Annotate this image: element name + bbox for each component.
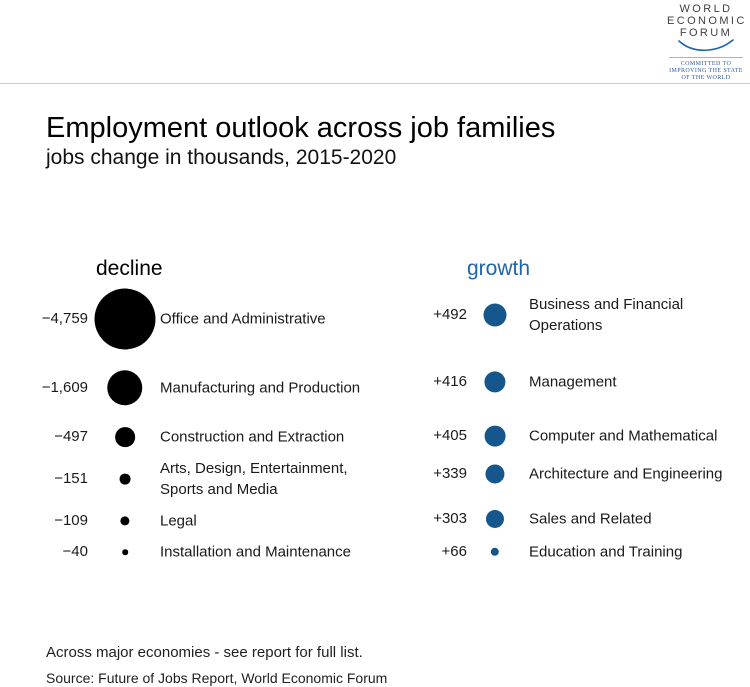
logo-tagline-line3: OF THE WORLD bbox=[681, 74, 731, 81]
logo-tagline-line1: COMMITTED TO bbox=[680, 61, 732, 67]
decline-row-bubble bbox=[115, 427, 135, 447]
growth-row-value: +303 bbox=[433, 510, 467, 527]
decline-row-bubble bbox=[122, 549, 128, 555]
growth-row-value: +66 bbox=[441, 543, 467, 560]
decline-row-bubble bbox=[120, 516, 129, 525]
growth-row-bubble bbox=[484, 304, 507, 327]
growth-row-bubble bbox=[484, 371, 505, 392]
decline-row-value: −151 bbox=[54, 470, 88, 487]
source-line: Source: Future of Jobs Report, World Economic Forum bbox=[46, 670, 388, 686]
growth-row-label: Business and Financial Operations bbox=[529, 296, 684, 334]
decline-row-value: −497 bbox=[54, 428, 88, 445]
decline-row-value: −109 bbox=[54, 512, 88, 529]
page-subtitle: jobs change in thousands, 2015-2020 bbox=[46, 146, 397, 169]
decline-row-label: Installation and Maintenance bbox=[160, 543, 351, 561]
decline-row-bubble bbox=[120, 474, 131, 485]
decline-row-value: −4,759 bbox=[41, 310, 88, 327]
decline-row-label: Manufacturing and Production bbox=[160, 379, 361, 397]
decline-row-label: Office and Administrative bbox=[160, 310, 326, 328]
growth-row-bubble bbox=[491, 548, 499, 556]
logo-word-forum: FORUM bbox=[679, 27, 733, 39]
growth-row-value: +405 bbox=[433, 427, 467, 444]
growth-row-value: +492 bbox=[433, 306, 467, 323]
growth-row-bubble bbox=[485, 426, 506, 447]
decline-row-label: Legal bbox=[160, 512, 197, 530]
logo-tagline-line2: IMPROVING THE STATE bbox=[669, 67, 743, 74]
growth-row-bubble bbox=[486, 510, 504, 528]
column-header-growth: growth bbox=[467, 257, 531, 280]
decline-row-value: −40 bbox=[62, 543, 88, 560]
growth-row-label: Education and Training bbox=[529, 543, 683, 561]
footnote: Across major economies - see report for full list. bbox=[46, 644, 363, 661]
growth-row-label: Architecture and Engineering bbox=[529, 465, 723, 483]
growth-row-value: +339 bbox=[433, 465, 467, 482]
column-header-decline: decline bbox=[96, 257, 163, 280]
page-title: Employment outlook across job families bbox=[46, 112, 556, 144]
logo-word-economic: ECONOMIC bbox=[667, 15, 747, 27]
growth-row-label: Management bbox=[529, 373, 617, 391]
logo-word-world: WORLD bbox=[679, 3, 733, 15]
decline-row-value: −1,609 bbox=[41, 379, 88, 396]
decline-row-bubble bbox=[107, 370, 142, 405]
decline-row-bubble bbox=[95, 289, 156, 350]
decline-row-label: Construction and Extraction bbox=[160, 428, 345, 446]
growth-row-label: Computer and Mathematical bbox=[529, 427, 718, 445]
growth-row-value: +416 bbox=[433, 373, 467, 390]
decline-row-label: Arts, Design, Entertainment, Sports and Media bbox=[160, 460, 348, 498]
growth-row-label: Sales and Related bbox=[529, 510, 652, 528]
growth-row-bubble bbox=[485, 464, 504, 483]
